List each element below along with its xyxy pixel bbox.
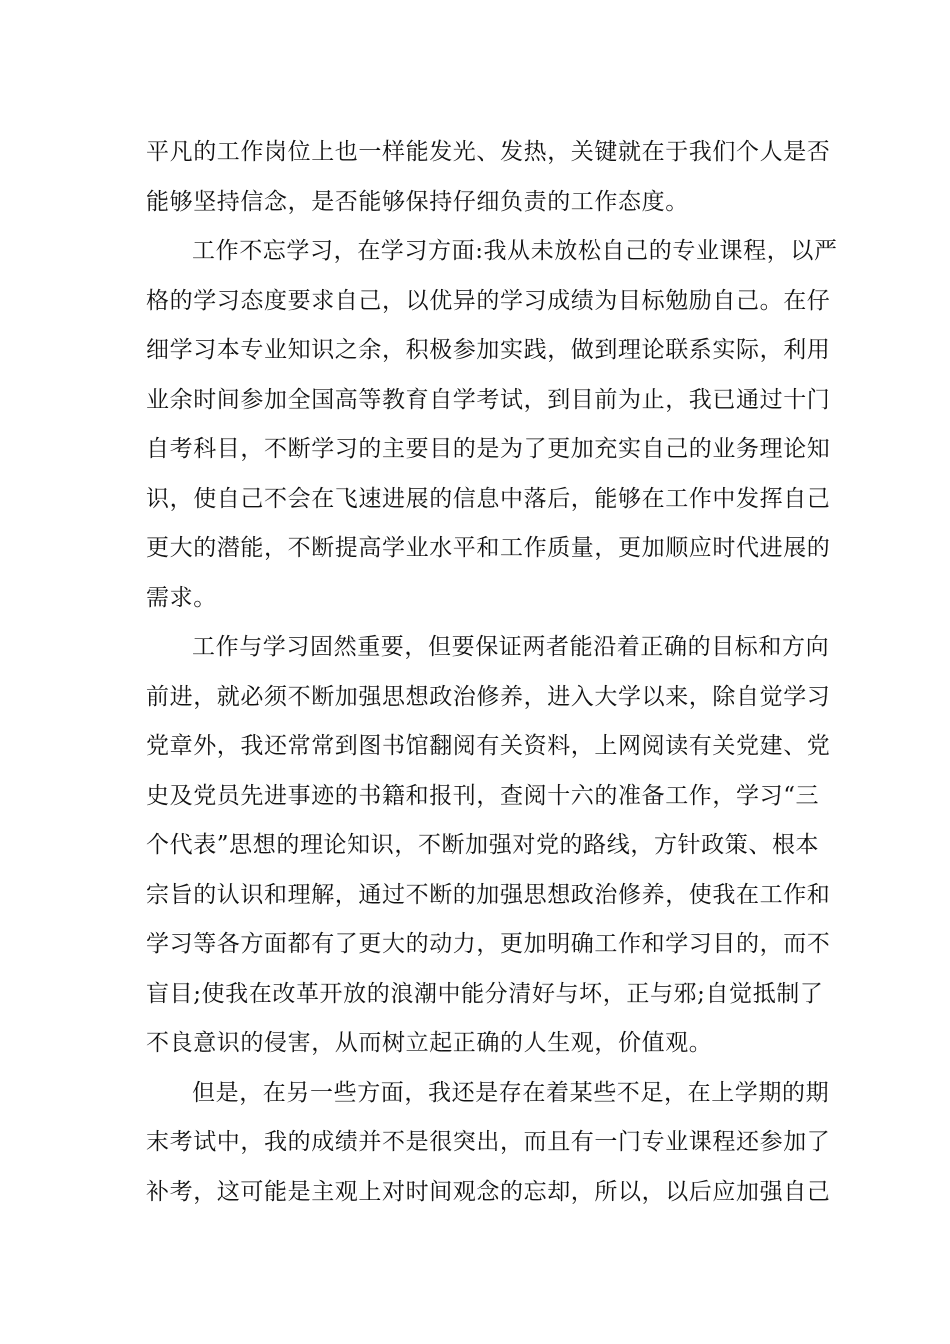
text-line: 需求。 — [146, 584, 217, 611]
text-line: 格的学习态度要求自己，以优异的学习成绩为目标勉励自己。在仔 — [146, 287, 831, 314]
document-body — [146, 128, 838, 1217]
paragraph-1 — [146, 128, 831, 227]
text-line: 工作不忘学习，在学习方面:我从未放松自己的专业课程，以严 — [192, 238, 838, 264]
text-line: 更大的潜能，不断提高学业水平和工作质量，更加顺应时代进展的 — [146, 535, 831, 561]
text-line: 自考科目，不断学习的主要目的是为了更加充实自己的业务理论知 — [146, 436, 831, 462]
text-line: 细学习本专业知识之余，积极参加实践，做到理论联系实际，利用 — [146, 337, 831, 363]
text-line: 个代表”思想的理论知识，不断加强对党的路线，方针政策、根本 — [146, 832, 820, 858]
text-line: 宗旨的认识和理解，通过不断的加强思想政治修养，使我在工作和 — [146, 881, 831, 908]
paragraph-2 — [146, 227, 838, 623]
text-line: 业余时间参加全国高等教育自学考试，到目前为止，我已通过十门 — [146, 386, 831, 413]
text-line: 但是，在另一些方面，我还是存在着某些不足，在上学期的期 — [192, 1079, 830, 1106]
text-line: 前进，就必须不断加强思想政治修养，进入大学以来，除自觉学习 — [146, 683, 831, 710]
paragraph-4 — [146, 1069, 831, 1218]
text-line: 平凡的工作岗位上也一样能发光、发热，关键就在于我们个人是否 — [146, 139, 831, 165]
text-line: 学习等各方面都有了更大的动力，更加明确工作和学习目的，而不 — [146, 931, 831, 957]
text-line: 不良意识的侵害，从而树立起正确的人生观，价值观。 — [146, 1030, 713, 1056]
text-line: 识，使自己不会在飞速进展的信息中落后，能够在工作中发挥自己 — [146, 485, 831, 512]
paragraph-3 — [146, 623, 831, 1069]
text-line: 党章外，我还常常到图书馆翻阅有关资料，上网阅读有关党建、党 — [146, 733, 831, 759]
text-line: 史及党员先进事迹的书籍和报刊，查阅十六的准备工作，学习“三 — [146, 782, 820, 809]
text-line: 盲目;使我在改革开放的浪潮中能分清好与坏，正与邪;自觉抵制了 — [146, 980, 824, 1007]
text-line: 能够坚持信念，是否能够保持仔细负责的工作态度。 — [146, 188, 689, 215]
text-line: 补考，这可能是主观上对时间观念的忘却，所以，以后应加强自己 — [146, 1178, 831, 1205]
text-line: 末考试中，我的成绩并不是很突出，而且有一门专业课程还参加了 — [146, 1129, 831, 1155]
text-line: 工作与学习固然重要，但要保证两者能沿着正确的目标和方向 — [192, 634, 830, 660]
